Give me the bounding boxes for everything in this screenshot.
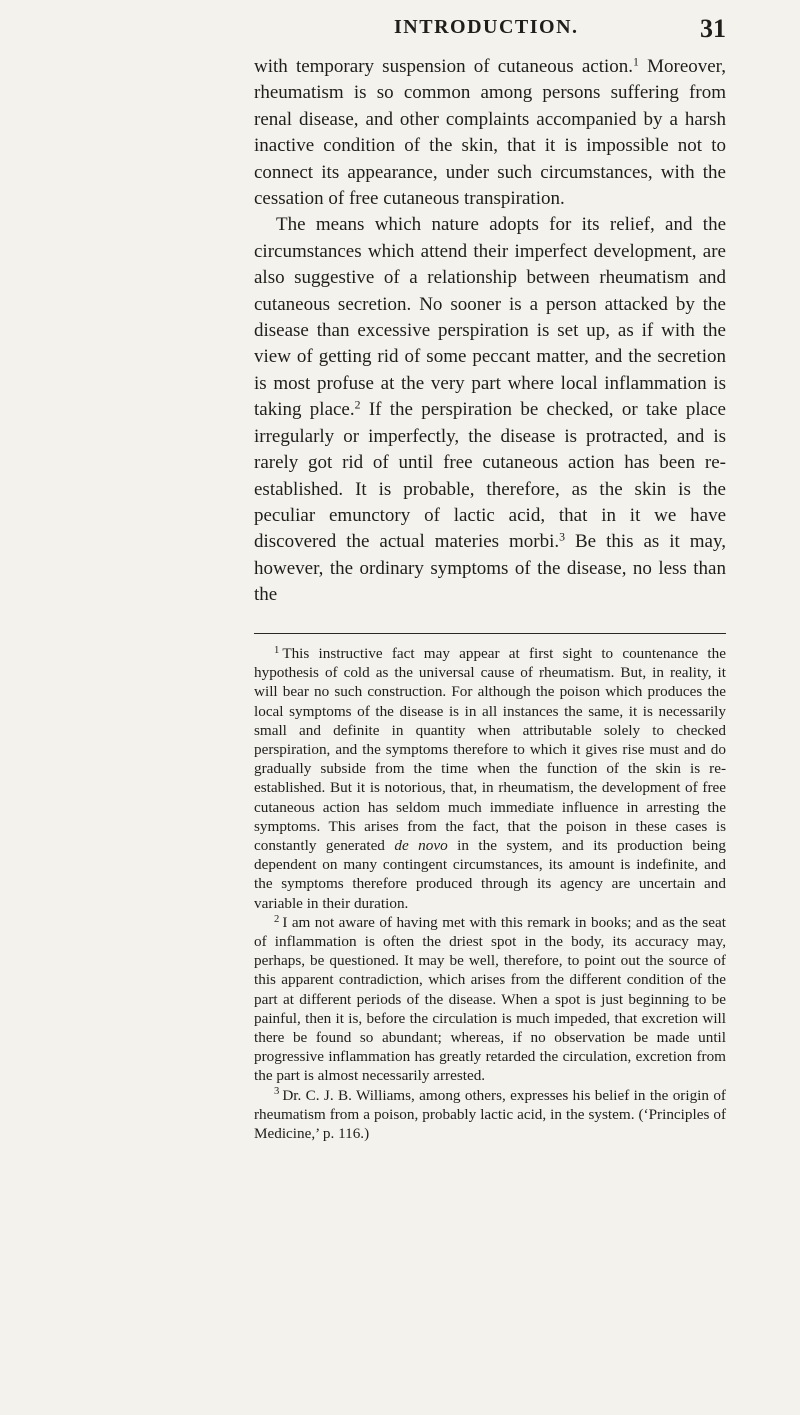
footnote-1-italic: de novo (394, 837, 448, 855)
footnote-1-text-a: This instructive fact may appear at first sight to countenance the hypothesis of cold as the universal cause of rheumatism. But, in reality, it will bear no such construction. For although the poison which produces the local symptoms of the disease is in all instances the same, it is necessarily small and definite in quantity when attributable solely to checked perspiration, and the symptoms therefore to which it gives rise must and do gradually subside from the time when the function of the skin is re-established. But it is notorious, that, in rheumatism, the development of free cutaneous action has seldom much immediate influence in arresting the symptoms. This arises from the fact, that the poison in these cases is constantly generated (254, 645, 726, 855)
paragraph-1-text: with temporary suspension of cutaneous action. (254, 56, 634, 77)
footnote-1-text-b: in the system, and its production being dependent on many contingent circumstances, its amount is indefinite, and the symptoms therefore produced through its agency are uncertain and variable in their duration. (254, 837, 726, 912)
paragraph-2-part-a: The means which nature adopts for its relief, and the circumstances which attend their imperfect development, are also suggestive of a relationship between rheumatism and cutaneous secretion. No sooner is a person attacked by the disease than excessive perspiration is set up, as if with the view of getting rid of some peccant matter, and the secretion is most profuse at the very part where local inflammation is taking place. (254, 214, 726, 421)
footnote-2-number: 2 (274, 913, 280, 925)
footnotes (254, 644, 726, 1143)
footnote-ref-2: 2 (354, 398, 361, 412)
page-number: 31 (700, 14, 726, 43)
running-title: INTRODUCTION. (394, 16, 579, 38)
footnote-2-text: I am not aware of having met with this remark in books; and as the seat of inflammation is often the driest spot in the body, its accuracy may, perhaps, be questioned. It may be well, therefore, to point out the source of this apparent contradiction, which arises from the different condition of the part at different periods of the disease. When a spot is just beginning to be painful, then it is, before the circulation is much impeded, that excretion will there be found so abundant; whereas, if no observation be made until progressive inflammation has greatly retarded the circulation, excretion from the part is almost necessarily arrested. (254, 913, 726, 1085)
paragraph-1 (254, 54, 726, 212)
footnote-3-text: Dr. C. J. B. Williams, among others, expresses his belief in the origin of rheumatism from a poison, probably lactic acid, in the system. (‘Principles of Medicine,’ p. 116.) (254, 1086, 726, 1143)
footnote-divider (254, 633, 726, 634)
footnote-3-number: 3 (274, 1086, 280, 1098)
paragraph-2 (254, 212, 726, 608)
footnote-1-number: 1 (274, 644, 280, 656)
footnote-1 (254, 644, 726, 913)
paragraph-2-part-b: If the perspiration be checked, or take place irregularly or imperfectly, the disease is protracted, and is rarely got rid of until free cutaneous action has been re-established. It is probable, therefore, as the skin is the peculiar emunctory of lactic acid, that in it we have discovered the actual materies morbi. (254, 399, 726, 553)
paragraph-2-part-c: Be this as it may, however, the ordinary symptoms of the disease, no less than the (254, 531, 726, 606)
running-head (254, 8, 726, 48)
paragraph-1-continuation: Moreover, rheumatism is so common among persons suffering from renal disease, and other complaints accompanied by a harsh inactive condition of the skin, that it is impossible not to connect its appearance, under such circumstances, with the cessation of free cutaneous transpiration. (254, 56, 727, 210)
footnote-ref-3: 3 (559, 530, 566, 544)
footnote-3 (254, 1086, 726, 1144)
body-text (254, 54, 726, 609)
footnote-ref-1: 1 (633, 55, 639, 69)
footnote-2 (254, 913, 726, 1086)
